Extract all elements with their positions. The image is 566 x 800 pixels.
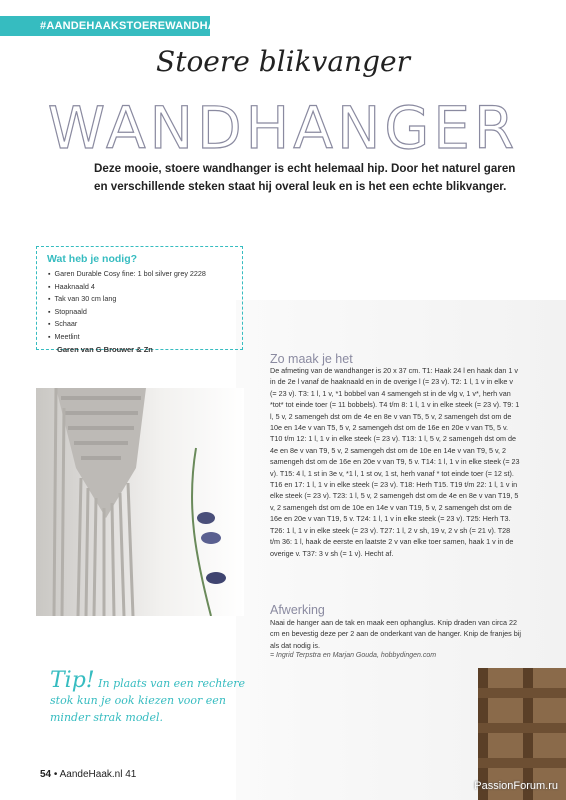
intro-paragraph: Deze mooie, stoere wandhanger is echt helemaal hip. Door het naturel garen en verschillende steken staat hij overal leuk en is het een echte blikvanger. bbox=[94, 162, 516, 193]
list-item: ▪ Stopnaald bbox=[57, 306, 232, 319]
materials-list bbox=[47, 268, 232, 344]
author-credit: = Ingrid Terpstra en Marjan Gouda, hobbydingen.com bbox=[270, 652, 437, 659]
list-item: ▪ Schaar bbox=[57, 318, 232, 331]
list-item: ▪ Garen Durable Cosy fine: 1 bol silver grey 2228 bbox=[57, 268, 232, 281]
page-number: 54 bbox=[40, 769, 52, 780]
wall-hanging-photo bbox=[36, 388, 244, 616]
yarn-brand: Garen van G Brouwer & Zn bbox=[57, 344, 153, 354]
page-title: WANDHANGER bbox=[47, 94, 519, 162]
tip-label: Tip! bbox=[50, 668, 95, 693]
footer-separator: • bbox=[53, 769, 60, 780]
page-footer bbox=[40, 769, 136, 780]
magazine-name: AandeHaak.nl 41 bbox=[59, 769, 137, 780]
finishing-text: Naai de hanger aan de tak en maak een ophanglus. Knip draden van circa 22 cm en bevestig deze per 2 aan de onderkant van de hanger. Knip de franjes bij als dat nodig is. bbox=[270, 618, 521, 650]
tip-callout bbox=[50, 668, 250, 726]
hashtag-banner: #AANDEHAAKSTOEREWANDHANGER bbox=[0, 16, 210, 36]
tip-text: In plaats van een rechtere stok kun je ook kiezen voor een minder strak model. bbox=[50, 677, 245, 724]
finishing-heading: Afwerking bbox=[270, 603, 325, 617]
wall-hanging-illustration bbox=[36, 388, 244, 616]
instructions-heading: Zo maak je het bbox=[270, 352, 353, 366]
watermark: PassionForum.ru bbox=[474, 780, 558, 792]
page-subtitle: Stoere blikvanger bbox=[156, 45, 410, 78]
list-item: ▪ Meetlint bbox=[57, 331, 232, 344]
list-item: ▪ Haaknaald 4 bbox=[57, 281, 232, 294]
materials-box bbox=[36, 246, 243, 354]
instructions-text: De afmeting van de wandhanger is 20 x 37 cm. T1: Haak 24 l en haak dan 1 v in de 2e l vanaf de haaknaald en in de overige l (= 23 v). T2: 1 l, 1 v in elke v (= 23 v). T3: 1 l, 1 v, *1 bobbel van 4 samengeh st in de vlg v, 1 v*, herh van *tot* tot einde toer (= 11 bobbels). T4 t/m 8: 1 l, 1 v in elke steek (= 23 v). T9: 1 l, 5 v, 2 samengeh dst om de 4e en 8e v van T5, 5 v, 2 samengeh dst om de 10e en 14e v van T5, 5 v, 2 samengeh dst om de 16e en 20e v van T5, 5 v. T10 t/m 12: 1 l, 1 v in elke steek (= 23 v). T13: 1 l, 5 v, 2 samengeh dst om de 4e en 8e v van T9, 5 v, 2 samengeh dst om de 10e en 14e v van T9, 5 v, 2 samengeh dst om de 16e en 20e v van T9, 5 v. T14: 1 l, 1 v in elke steek (= 23 v). T15: 4 l, 1 st in 3e v, *1 l, 1 st ov, 1 st, herh vanaf * tot einde toer (= 12 st). T16 en 17: 1 l, 1 v in elke steek (= 23 v). T18: Herh T15. T19 t/m 22: 1 l, 1 v in elke steek (= 23 v). T23: 1 l, 5 v, 2 samengeh dst om de 4e en 8e v van T19, 5 v, 2 samengeh dst om de 10e en 14e v van T19, 5 v, 2 samengeh dst om de 16e en 20e v van T19, 5 v. T24: 1 l, 1 v in elke steek (= 23 v). T25: Herh T3. T26: 1 l, 1 v in elke steek (= 23 v). T27: 1 l, 2 v sh, 19 v, 2 v sh (= 21 v). T28 t/m 36: 1 l, haak de eerste en laatste 2 v van elke toer samen, haak 1 v in de overige v. T37: 3 v sh (= 1 v). Hecht af. bbox=[270, 366, 520, 558]
list-item: ▪ Tak van 30 cm lang bbox=[57, 293, 232, 306]
materials-heading: Wat heb je nodig? bbox=[47, 253, 138, 265]
